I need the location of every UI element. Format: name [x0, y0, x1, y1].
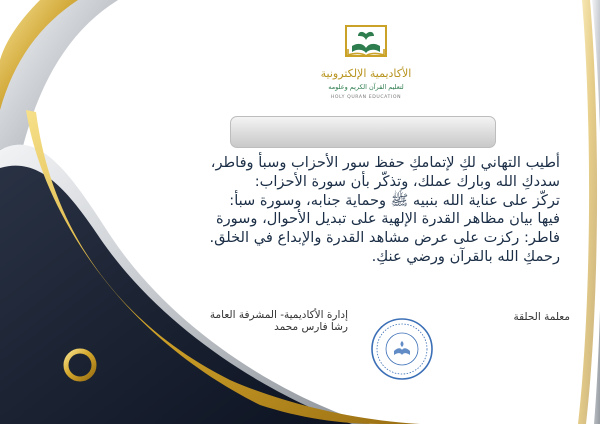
org-signature-title: إدارة الأكاديمية- المشرفة العامة — [209, 309, 348, 321]
circular-academy-seal-icon — [370, 317, 434, 381]
message-line-5: فاطر: ركزت على عرض مشاهد القدرة والإبداع في الخلق. — [209, 229, 560, 247]
logo-name-en: HOLY QURAN EDUCATION — [330, 95, 402, 100]
open-book-with-plant-logo-icon — [312, 22, 422, 106]
message-line-1: أطيب التهاني لكِ لإتمامكِ حفظ سور الأحزاب وسبأ وفاطر، — [210, 154, 560, 171]
message-line-2: سددكِ الله وبارك عملك، وتذكّر بأن سورة الأحزاب: — [254, 172, 560, 190]
certificate-message — [160, 154, 560, 267]
logo-name-ar: الأكاديمية الإلكترونية — [320, 67, 412, 80]
right-gold-edge — [578, 0, 597, 424]
org-signature — [206, 309, 348, 333]
academy-logo — [312, 22, 422, 106]
academy-stamp — [370, 317, 434, 381]
message-line-6: رحمكِ الله بالقرآن ورضي عنكِ. — [371, 247, 560, 265]
recipient-name-box — [230, 116, 496, 148]
teacher-signature-label: معلمة الحلقة — [513, 311, 570, 323]
message-line-4: فيها بيان مظاهر القدرة الإلهية على تبديل الأحوال، وسورة — [215, 210, 560, 228]
org-signature-name: رشا فارس محمد — [274, 321, 348, 333]
message-line-3: تركّز على عناية الله بنبيه ﷺ وحماية جنابه، وسورة سبأ: — [229, 191, 560, 209]
logo-subtitle-ar: لتعليم القرآن الكريم وعلومه — [328, 83, 404, 91]
